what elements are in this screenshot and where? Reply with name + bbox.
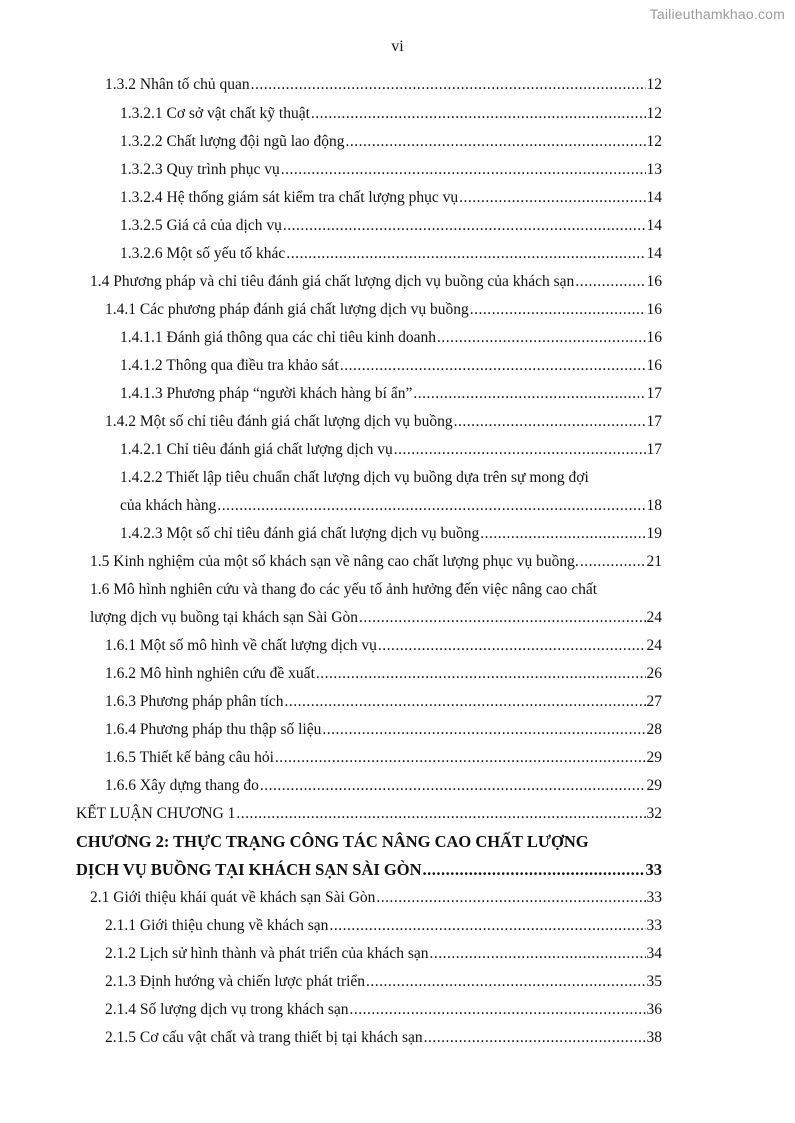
toc-entry-page: 12 xyxy=(646,76,662,93)
toc-leader-dots xyxy=(281,156,646,184)
toc-entry[interactable] xyxy=(120,156,662,184)
toc-leader-dots xyxy=(275,744,646,772)
toc-entry-page: 28 xyxy=(646,721,662,738)
toc-entry[interactable] xyxy=(105,772,662,800)
toc-leader-dots xyxy=(340,352,646,380)
toc-entry-label: 1.3.2 Nhân tố chủ quan xyxy=(105,76,250,93)
toc-leader-dots xyxy=(378,632,646,660)
toc-entry-label: 2.1.3 Định hướng và chiến lược phát triển xyxy=(105,973,366,990)
toc-entry[interactable] xyxy=(120,520,662,548)
toc-entry-label: 1.6.5 Thiết kế bảng câu hỏi xyxy=(105,749,274,766)
toc-entry-label: của khách hàng xyxy=(120,497,217,514)
toc-entry[interactable] xyxy=(105,660,662,688)
toc-entry-label: 2.1.4 Số lượng dịch vụ trong khách sạn xyxy=(105,1001,349,1018)
toc-leader-dots xyxy=(413,380,645,408)
toc-leader-dots xyxy=(359,604,645,632)
toc-entry-label: 1.3.2.6 Một số yếu tố khác xyxy=(120,245,286,262)
toc-entry-page: 33 xyxy=(646,889,662,906)
toc-leader-dots xyxy=(376,884,645,912)
toc-entry-label: 2.1.1 Giới thiệu chung về khách sạn xyxy=(105,917,329,934)
toc-entry[interactable] xyxy=(105,940,662,968)
toc-entry-label: lượng dịch vụ buồng tại khách sạn Sài Gòn xyxy=(90,609,359,626)
toc-entry-page: 12 xyxy=(646,133,662,150)
toc-leader-dots xyxy=(366,968,645,996)
toc-entry[interactable] xyxy=(105,1024,662,1052)
toc-leader-dots xyxy=(284,688,645,716)
toc-entry[interactable] xyxy=(76,856,662,884)
toc-entry[interactable] xyxy=(120,380,662,408)
toc-entry-page: 13 xyxy=(646,161,662,178)
toc-entry-page: 38 xyxy=(646,1029,662,1046)
toc-leader-dots xyxy=(286,240,645,268)
toc-entry[interactable] xyxy=(90,884,662,912)
toc-entry-page: 32 xyxy=(646,805,662,822)
toc-entry-page: 33 xyxy=(646,917,662,934)
toc-entry-label: 1.3.2.4 Hệ thống giám sát kiểm tra chất lượng phục vụ xyxy=(120,189,459,206)
toc-entry-page: 12 xyxy=(646,105,662,122)
toc-entry[interactable] xyxy=(120,100,662,128)
toc-entry[interactable] xyxy=(120,212,662,240)
toc-entry-page: 29 xyxy=(646,777,662,794)
toc-entry[interactable] xyxy=(90,268,662,296)
toc-leader-dots xyxy=(470,296,646,324)
toc-leader-dots xyxy=(575,268,645,296)
toc-leader-dots xyxy=(454,408,646,436)
toc-entry-label: 1.6.1 Một số mô hình về chất lượng dịch vụ xyxy=(105,637,377,654)
toc-entry-label: DỊCH VỤ BUỒNG TẠI KHÁCH SẠN SÀI GÒN xyxy=(76,860,422,879)
toc-entry-label: 1.4 Phương pháp và chỉ tiêu đánh giá chất lượng dịch vụ buồng của khách sạn xyxy=(90,273,575,290)
toc-entry[interactable] xyxy=(120,324,662,352)
toc-entry-page: 16 xyxy=(646,357,662,374)
toc-leader-dots xyxy=(459,184,645,212)
toc-entry-label: 2.1.2 Lịch sử hình thành và phát triển của khách sạn xyxy=(105,945,429,962)
toc-entry-page: 29 xyxy=(646,749,662,766)
toc-entry[interactable] xyxy=(120,184,662,212)
toc-entry-label: 1.4.1 Các phương pháp đánh giá chất lượng dịch vụ buồng xyxy=(105,301,469,318)
toc-entry-page: 16 xyxy=(646,273,662,290)
toc-entry[interactable] xyxy=(120,240,662,268)
toc-entry-label: 1.4.1.3 Phương pháp “người khách hàng bí ẩn” xyxy=(120,385,413,402)
toc-entry[interactable] xyxy=(105,968,662,996)
toc-entry-page: 24 xyxy=(646,637,662,654)
toc-entry[interactable] xyxy=(105,912,662,940)
toc-leader-dots xyxy=(283,212,646,240)
toc-entry-page: 14 xyxy=(646,217,662,234)
toc-entry-page: 17 xyxy=(646,385,662,402)
toc-entry[interactable] xyxy=(90,604,662,632)
toc-leader-dots xyxy=(437,324,646,352)
toc-entry[interactable] xyxy=(120,128,662,156)
toc-entry[interactable] xyxy=(105,296,662,324)
toc-leader-dots xyxy=(311,100,646,128)
toc-entry-page: 14 xyxy=(646,189,662,206)
toc-leader-dots xyxy=(394,436,646,464)
toc-entry-page: 26 xyxy=(646,665,662,682)
toc-entry[interactable] xyxy=(90,548,662,576)
toc-leader-dots xyxy=(316,660,646,688)
toc-entry-label: 1.4.2.3 Một số chỉ tiêu đánh giá chất lượng dịch vụ buồng xyxy=(120,525,480,542)
toc-entry-label: 1.4.1.1 Đánh giá thông qua các chỉ tiêu kinh doanh xyxy=(120,329,436,346)
toc-leader-dots xyxy=(217,492,645,520)
toc-entry[interactable] xyxy=(120,436,662,464)
toc-entry[interactable] xyxy=(120,352,662,380)
toc-leader-dots xyxy=(424,1024,646,1052)
toc-entry-page: 35 xyxy=(646,973,662,990)
toc-entry-label: 1.4.2.1 Chỉ tiêu đánh giá chất lượng dịch vụ xyxy=(120,441,393,458)
chapter-heading-line1[interactable]: CHƯƠNG 2: THỰC TRẠNG CÔNG TÁC NÂNG CAO CHẤT LƯỢNG xyxy=(76,832,589,851)
toc-entry-page: 33 xyxy=(645,860,662,879)
toc-leader-dots xyxy=(236,800,645,828)
toc-entry-label: 1.4.2 Một số chỉ tiêu đánh giá chất lượng dịch vụ buồng xyxy=(105,413,453,430)
toc-entry-label: 1.6.4 Phương pháp thu thập số liệu xyxy=(105,721,322,738)
toc-leader-dots xyxy=(429,940,645,968)
toc-entry-label: 1.3.2.3 Quy trình phục vụ xyxy=(120,161,280,178)
toc-entry[interactable] xyxy=(105,632,662,660)
toc-entry-label-line1[interactable]: 1.6 Mô hình nghiên cứu và thang đo các yếu tố ảnh hưởng đến việc nâng cao chất xyxy=(90,581,598,598)
toc-entry-label: 2.1 Giới thiệu khái quát về khách sạn Sài Gòn xyxy=(90,889,376,906)
toc-leader-dots xyxy=(349,996,645,1024)
toc-entry-page: 16 xyxy=(646,301,662,318)
toc-entry[interactable] xyxy=(105,744,662,772)
toc-entry-page: 14 xyxy=(646,245,662,262)
toc-entry-page: 17 xyxy=(646,441,662,458)
toc-leader-dots xyxy=(346,128,646,156)
toc-entry-label: 1.4.1.2 Thông qua điều tra khảo sát xyxy=(120,357,339,374)
toc-entry-label: 1.6.2 Mô hình nghiên cứu đề xuất xyxy=(105,665,315,682)
toc-leader-dots xyxy=(580,548,646,576)
toc-entry-page: 34 xyxy=(646,945,662,962)
toc-entry[interactable] xyxy=(105,688,662,716)
page-number: vi xyxy=(391,38,404,55)
toc-entry-page: 19 xyxy=(646,525,662,542)
toc-entry-page: 36 xyxy=(646,1001,662,1018)
toc-entry[interactable] xyxy=(105,716,662,744)
toc-leader-dots xyxy=(423,856,645,884)
toc-entry-page: 27 xyxy=(646,693,662,710)
toc-entry-page: 16 xyxy=(646,329,662,346)
toc-entry-label: 1.6.3 Phương pháp phân tích xyxy=(105,693,284,710)
toc-entry-page: 17 xyxy=(646,413,662,430)
toc-entry-label: KẾT LUẬN CHƯƠNG 1 xyxy=(76,805,236,822)
toc-leader-dots xyxy=(329,912,645,940)
toc-entry-label: 1.3.2.1 Cơ sở vật chất kỹ thuật xyxy=(120,105,310,122)
toc-entry[interactable] xyxy=(76,800,662,828)
toc-entry-page: 18 xyxy=(646,497,662,514)
toc-entry-page: 21 xyxy=(646,553,662,570)
toc-leader-dots xyxy=(480,520,645,548)
toc-entry[interactable] xyxy=(105,408,662,436)
toc-entry-label: 1.6.6 Xây dựng thang đo xyxy=(105,777,259,794)
toc-entry-label: 2.1.5 Cơ cấu vật chất và trang thiết bị tại khách sạn xyxy=(105,1029,423,1046)
watermark: Tailieuthamkhao.com xyxy=(649,6,785,22)
toc-entry[interactable] xyxy=(105,996,662,1024)
toc-entry-page: 24 xyxy=(646,609,662,626)
toc-entry-label: 1.3.2.2 Chất lượng đội ngũ lao động xyxy=(120,133,345,150)
toc-leader-dots xyxy=(260,772,646,800)
toc-entry-label-line1[interactable]: 1.4.2.2 Thiết lập tiêu chuẩn chất lượng dịch vụ buồng dựa trên sự mong đợi xyxy=(120,469,589,486)
toc-leader-dots xyxy=(251,71,646,99)
toc-entry[interactable] xyxy=(120,492,662,520)
toc-entry-label: 1.5 Kinh nghiệm của một số khách sạn về nâng cao chất lượng phục vụ buồng. xyxy=(90,553,579,570)
toc-entry[interactable] xyxy=(105,71,662,99)
toc-entry-label: 1.3.2.5 Giá cả của dịch vụ xyxy=(120,217,282,234)
toc-leader-dots xyxy=(322,716,645,744)
